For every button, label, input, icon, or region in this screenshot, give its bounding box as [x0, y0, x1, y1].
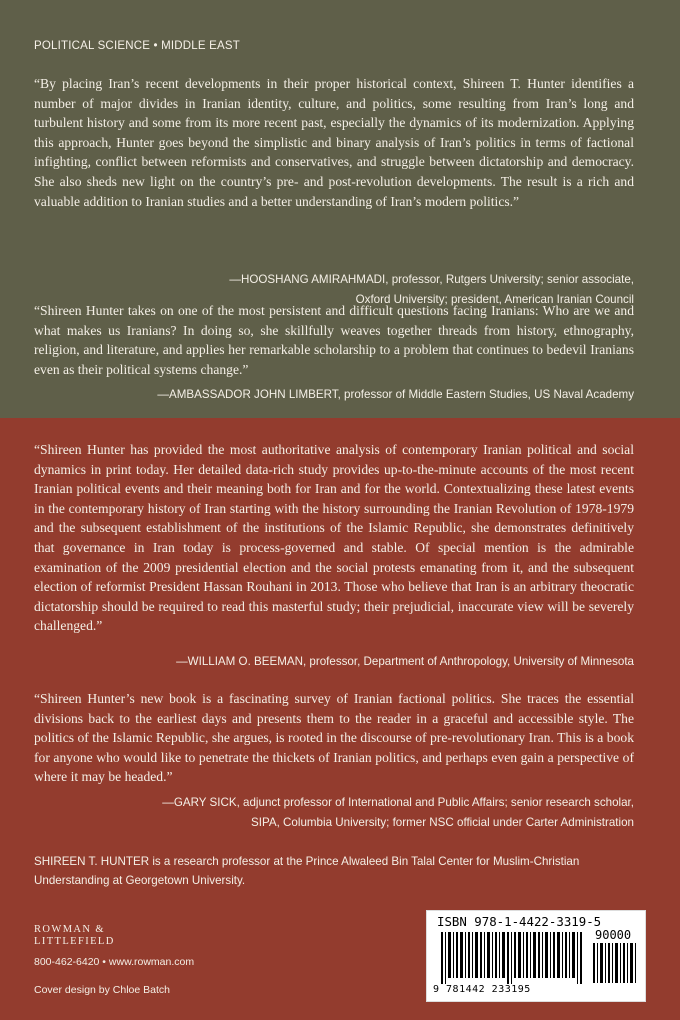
cover-design-credit: Cover design by Chloe Batch — [34, 984, 170, 996]
barcode-digits: 9 781442 233195 — [433, 984, 531, 995]
blurb-attribution-1-line2: Oxford University; president, American Iranian Council — [355, 293, 634, 306]
price-barcode-bars — [593, 943, 637, 983]
price-code: 90000 — [595, 928, 632, 942]
author-bio: SHIREEN T. HUNTER is a research professor at the Prince Alwaleed Bin Talal Center for Muslim-Christian Understanding at Georgetown University. — [34, 855, 580, 887]
publisher-logo-line1: ROWMAN & — [34, 924, 105, 935]
blurb-attribution-2: —AMBASSADOR JOHN LIMBERT, professor of Middle Eastern Studies, US Naval Academy — [157, 388, 634, 401]
category-label: POLITICAL SCIENCE • MIDDLE EAST — [34, 40, 240, 52]
publisher-contact: 800-462-6420 • www.rowman.com — [34, 956, 195, 968]
blurb-quote-3: “Shireen Hunter has provided the most authoritative analysis of contemporary Iranian political and social dynamics in print today. Her detailed data-rich study provides up-to-the-minute accounts of the most recent Iranian political events and their meaning both for Iran and for the world. Contextualizing these latest events in the contemporary history of Iran starting with the history surrounding the Iranian Revolution of 1978-1979 and the subsequent establishment of the institutions of the Islamic Republic, she demonstrates definitively that governance in Iran today is process-governed and stable. Of special mention is the admirable examination of the 2009 presidential election and the social protests emanating from it, and the subsequent election of reformist President Hassan Rouhani in 2013. Those who believe that Iran is an arbitrary theocratic dictatorship should be required to read this masterful study; their prejudicial, inaccurate view will be severely challenged.” — [34, 442, 634, 634]
blurb-attribution-3: —WILLIAM O. BEEMAN, professor, Department of Anthropology, University of Minnesota — [176, 655, 634, 668]
blurb-attribution-1-line1: —HOOSHANG AMIRAHMADI, professor, Rutgers University; senior associate, — [229, 273, 634, 286]
blurb-quote-1: “By placing Iran’s recent developments in their proper historical context, Shireen T. Hunter identifies a number of major divides in Iranian identity, culture, and politics, some resulting from Iran’s long and turbulent history and some from its more recent past, especially the dynamics of its modernization. Applying this approach, Hunter goes beyond the simplistic and binary analysis of Iran’s politics in terms of factional infighting, conflict between reformists and conservatives, and struggle between dictatorship and democracy. She also sheds new light on the country’s pre- and post-revolution developments. The result is a rich and valuable addition to Iranian studies and a better understanding of Iran’s modern politics.” — [34, 76, 634, 209]
barcode-bars — [441, 932, 587, 984]
blurb-attribution-4-line2: SIPA, Columbia University; former NSC official under Carter Administration — [251, 816, 634, 829]
isbn-barcode — [426, 910, 646, 1002]
blurb-quote-2: “Shireen Hunter takes on one of the most persistent and difficult questions facing Iranians: Who are we and what makes us Iranians? In doing so, she skillfully weaves together threads from history, ethnography, religion, and literature, and applies her remarkable scholarship to a problem that continues to bedevil Iranians even as their political systems change.” — [34, 303, 634, 377]
publisher-logo — [34, 924, 115, 948]
blurb-attribution-4-line1: —GARY SICK, adjunct professor of International and Public Affairs; senior research scholar, — [162, 796, 634, 809]
isbn-label: ISBN 978-1-4422-3319-5 — [437, 914, 602, 929]
publisher-logo-line2: LITTLEFIELD — [34, 936, 115, 947]
blurb-quote-4: “Shireen Hunter’s new book is a fascinating survey of Iranian factional politics. She traces the essential divisions back to the earliest days and presents them to the reader in a graceful and accessible style. The politics of the Islamic Republic, she argues, is rooted in the discourse of pre-revolutionary Iran. This is a book for anyone who would like to penetrate the thickets of Iranian politics, and perhaps even gain a perspective of where it may be headed.” — [34, 691, 634, 785]
